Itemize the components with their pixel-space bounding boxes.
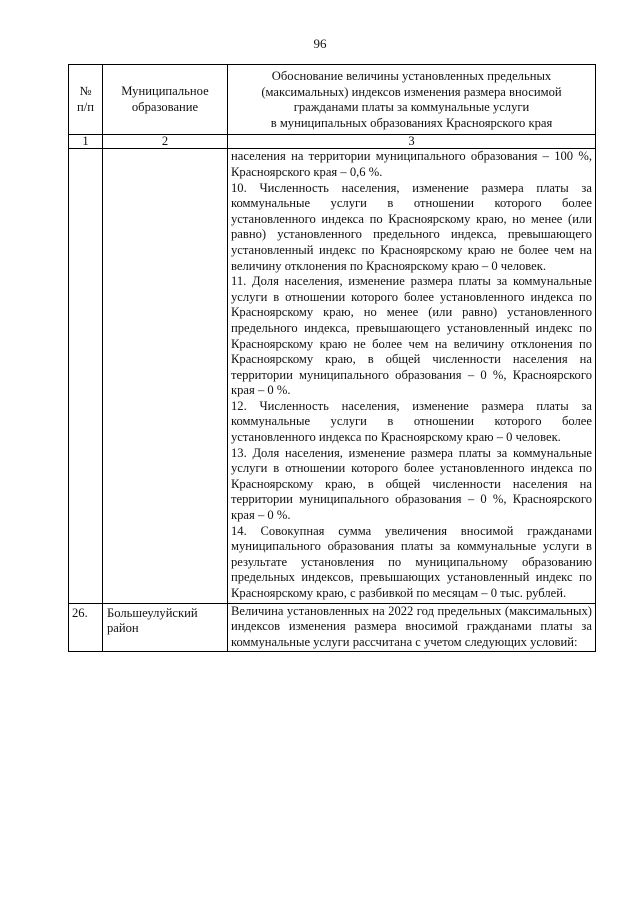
paragraph: 10. Численность населения, изменение размера платы за коммунальные услуги в отношении которого более установленного индекса по Красноярскому краю, но менее (или равно) установленного предельного индекса, превышающего установленный индекс по Красноярскому краю не более чем на величину отклонения по Красноярскому краю – 0 человек. bbox=[231, 180, 592, 273]
paragraph: 11. Доля населения, изменение размера платы за коммунальные услуги в отношении которого более установленного индекса по Красноярскому краю, но менее (или равно) установленного предельного индекса, превышающего установленный индекс по Красноярскому краю не более чем на величину отклонения по Красноярскому краю, в общей численности населения на территории муниципального образования – 0 %, Красноярского края – 0 %. bbox=[231, 274, 592, 398]
column-index: 3 bbox=[228, 135, 596, 149]
table-row bbox=[69, 603, 596, 652]
index-justification-table bbox=[68, 64, 596, 652]
column-index: 2 bbox=[103, 135, 228, 149]
paragraph: населения на территории муниципального образования – 100 %, Красноярского края – 0,6 %. bbox=[231, 149, 592, 179]
row-justification bbox=[228, 603, 596, 652]
column-index-row bbox=[69, 135, 596, 149]
paragraph: 14. Совокупная сумма увеличения вносимой гражданами муниципального образования платы за коммунальные услуги в результате установления по муниципальному образованию предельных индексов, превышающих установленный индекс по Красноярскому краю, с разбивкой по месяцам – 0 тыс. рублей. bbox=[231, 523, 592, 600]
page-number: 96 bbox=[313, 36, 327, 51]
header-number: № п/п bbox=[69, 65, 103, 135]
column-index: 1 bbox=[69, 135, 103, 149]
table-header-row bbox=[69, 65, 596, 135]
row-number: 26. bbox=[69, 603, 103, 652]
row-municipality: Большеулуйский район bbox=[103, 603, 228, 652]
row-justification bbox=[228, 149, 596, 603]
table-row bbox=[69, 149, 596, 603]
paragraph: Величина установленных на 2022 год предельных (максимальных) индексов изменения размера вносимой гражданами платы за коммунальные услуги рассчитана с учетом следующих условий: bbox=[231, 603, 592, 649]
paragraph: 13. Доля населения, изменение размера платы за коммунальные услуги в отношении которого более установленного индекса по Красноярскому краю, в общей численности населения на территории муниципального образования – 0 %, Красноярского края – 0 %. bbox=[231, 445, 592, 523]
header-justification: Обоснование величины установленных предельных (максимальных) индексов изменения размера вносимой гражданами платы за коммунальные услуги в муниципальных образованиях Красноярского края bbox=[228, 65, 596, 135]
header-municipality: Муниципальное образование bbox=[103, 65, 228, 135]
row-municipality bbox=[103, 149, 228, 603]
row-number bbox=[69, 149, 103, 603]
paragraph: 12. Численность населения, изменение размера платы за коммунальные услуги в отношении которого более установленного индекса по Красноярскому краю – 0 человек. bbox=[231, 398, 592, 445]
